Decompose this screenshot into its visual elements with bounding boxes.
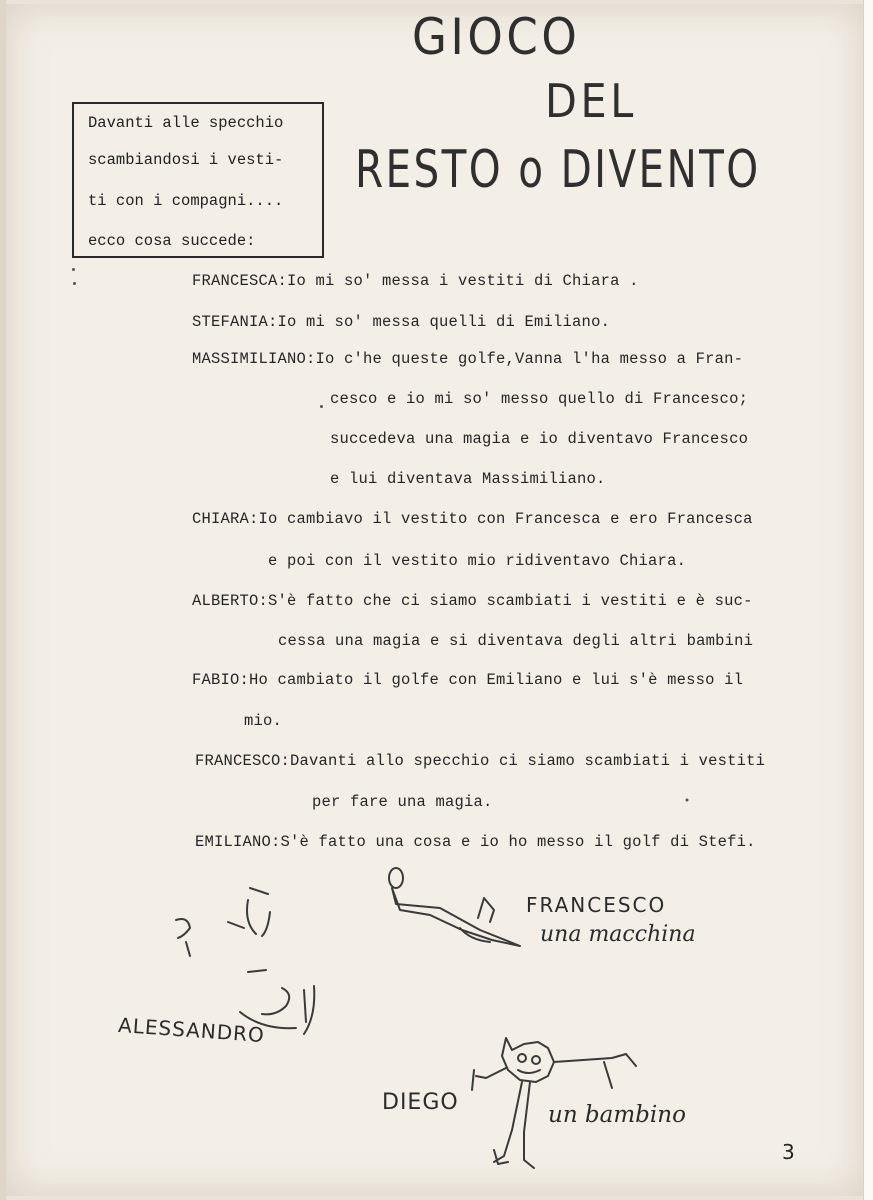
paper-speck — [72, 268, 75, 271]
transcript-line: e poi con il vestito mio ridiventavo Chiara. — [268, 552, 687, 570]
transcript-line: succedeva una magia e io diventavo Francesco — [330, 430, 749, 448]
transcript-line: CHIARA:Io cambiavo il vestito con Francesca e ero Francesca — [192, 510, 753, 528]
car-drawing — [389, 868, 520, 946]
paper-speck — [320, 405, 323, 408]
title-line-3: RESTO o DIVENTO — [355, 140, 761, 200]
transcript-line: ALBERTO:S'è fatto che ci siamo scambiati i vestiti e è suc- — [192, 592, 753, 610]
francesco-caption-label: una macchina — [540, 922, 696, 947]
title-line-1: GIOCO — [412, 8, 581, 66]
alessandro-drawing — [176, 888, 314, 1034]
transcript-line: FABIO:Ho cambiato il golfe con Emiliano e lui s'è messo il — [192, 671, 744, 689]
diego-caption-label: un bambino — [548, 1102, 686, 1128]
transcript-line: per fare una magia. — [312, 793, 493, 811]
transcript-line: STEFANIA:Io mi so' messa quelli di Emiliano. — [192, 313, 611, 331]
francesco-name-label: FRANCESCO — [526, 893, 667, 917]
diego-name-label: DIEGO — [382, 1090, 459, 1115]
intro-line: ti con i compagni.... — [88, 192, 284, 210]
transcript-line: FRANCESCA:Io mi so' messa i vestiti di Chiara . — [192, 272, 639, 290]
transcript-line: cesco e io mi so' messo quello di Francesco; — [330, 390, 749, 408]
transcript-line: MASSIMILIANO:Io c'he queste golfe,Vanna l'ha messo a Fran- — [192, 350, 744, 368]
paper-speck — [73, 282, 76, 285]
transcript-line: e lui diventava Massimiliano. — [330, 470, 606, 488]
transcript-line: FRANCESCO:Davanti allo specchio ci siamo scambiati i vestiti — [195, 752, 766, 770]
title-line-2: DEL — [545, 74, 637, 128]
page-number: 3 — [782, 1140, 795, 1164]
intro-line: scambiandosi i vesti- — [88, 151, 284, 169]
intro-line: ecco cosa succede: — [88, 232, 256, 250]
intro-line: Davanti alle specchio — [88, 114, 284, 132]
transcript-line: EMILIANO:S'è fatto una cosa e io ho messo il golf di Stefi. — [195, 833, 756, 851]
alessandro-name-label: ALESSANDRO — [117, 1012, 266, 1048]
transcript-line: cessa una magia e si diventava degli altri bambini — [278, 632, 754, 650]
transcript-line: mio. — [244, 712, 283, 730]
